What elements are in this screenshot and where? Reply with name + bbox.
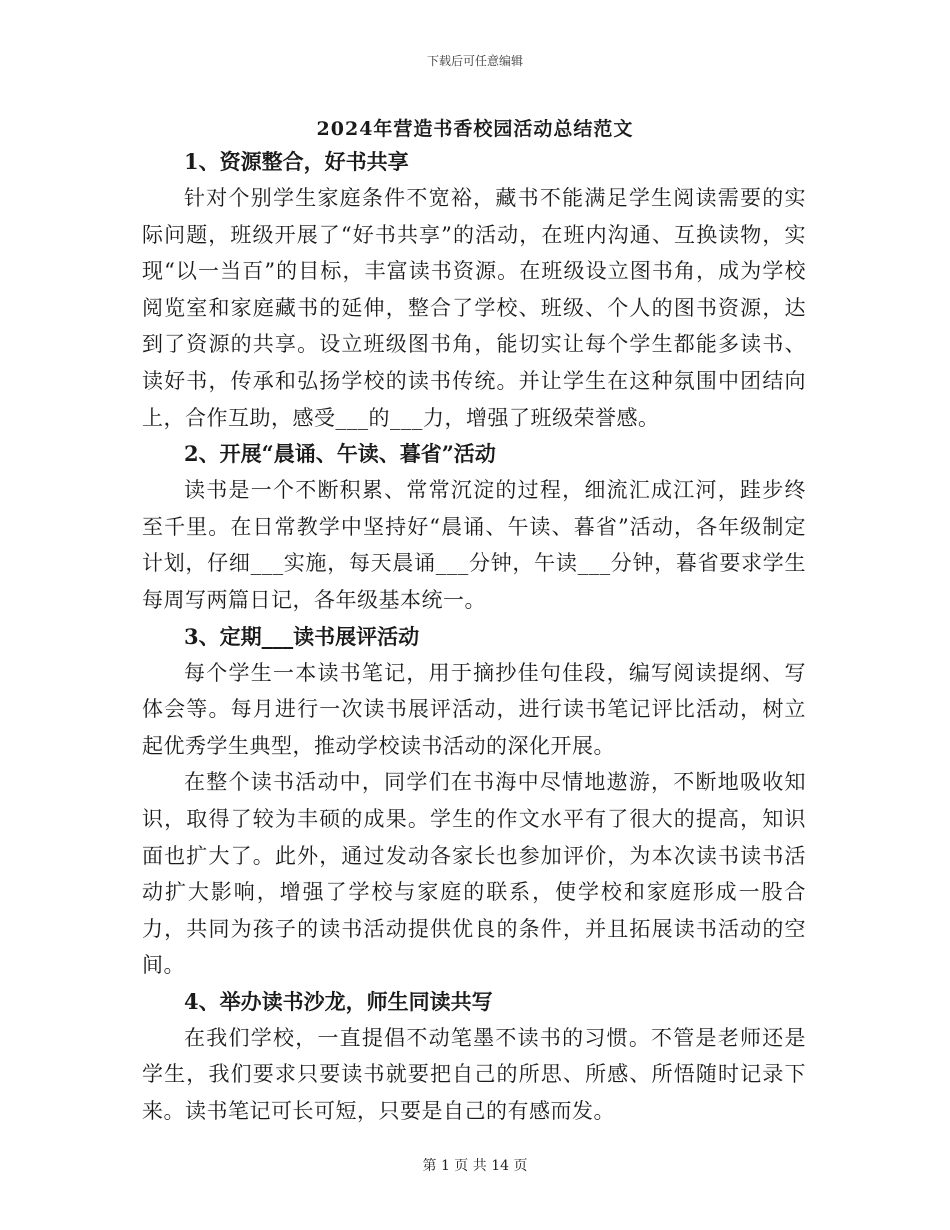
- section-3: [142, 619, 806, 984]
- section-heading: 4、举办读书沙龙，师生同读共写: [184, 988, 493, 1014]
- section-1: [142, 144, 806, 436]
- section-paragraph: 读书是一个不断积累、常常沉淀的过程，细流汇成江河，跬步终至千里。在日常教学中坚持好“晨诵、午读、暮省”活动，各年级制定计划，仔细___实施，每天晨诵___分钟，午读___分钟，暮省要求学生每周写两篇日记，各年级基本统一。: [142, 478, 806, 612]
- document-title: 2024年营造书香校园活动总结范文: [316, 118, 634, 140]
- section-heading: 3、定期___读书展评活动: [184, 623, 420, 649]
- section-paragraph: 在我们学校，一直提倡不动笔墨不读书的习惯。不管是老师还是学生，我们要求只要读书就要把自己的所思、所感、所悟随时记录下来。读书笔记可长可短，只要是自己的有感而发。: [142, 1025, 806, 1124]
- section-2: [142, 436, 806, 618]
- page-number: 第 1 页 共 14 页: [422, 1158, 528, 1174]
- section-paragraph: 针对个别学生家庭条件不宽裕，藏书不能满足学生阅读需要的实际问题，班级开展了“好书共享”的活动，在班内沟通、互换读物，实现“以一当百”的目标，丰富读书资源。在班级设立图书角，成为学校阅览室和家庭藏书的延伸，整合了学校、班级、个人的图书资源，达到了资源的共享。设立班级图书角，能切实让每个学生都能多读书、读好书，传承和弘扬学校的读书传统。并让学生在这种氛围中团结向上，合作互助，感受___的___力，增强了班级荣誉感。: [142, 186, 806, 430]
- section-paragraph: 每个学生一本读书笔记，用于摘抄佳句佳段，编写阅读提纲、写体会等。每月进行一次读书展评活动，进行读书笔记评比活动，树立起优秀学生典型，推动学校读书活动的深化开展。: [142, 660, 806, 758]
- section-heading: 1、资源整合，好书共享: [184, 149, 409, 174]
- page-header-note: 下载后可任意编辑: [426, 54, 523, 68]
- section-heading: 2、开展“晨诵、午读、暮省”活动: [184, 441, 496, 467]
- document-body: [142, 144, 806, 1130]
- section-paragraph: 在整个读书活动中，同学们在书海中尽情地遨游，不断地吸收知识，取得了较为丰硕的成果。学生的作文水平有了很大的提高，知识面也扩大了。此外，通过发动各家长也参加评价，为本次读书读书活动扩大影响，增强了学校与家庭的联系，使学校和家庭形成一股合力，共同为孩子的读书活动提供优良的条件，并且拓展读书活动的空间。: [142, 770, 806, 978]
- section-4: [142, 984, 806, 1130]
